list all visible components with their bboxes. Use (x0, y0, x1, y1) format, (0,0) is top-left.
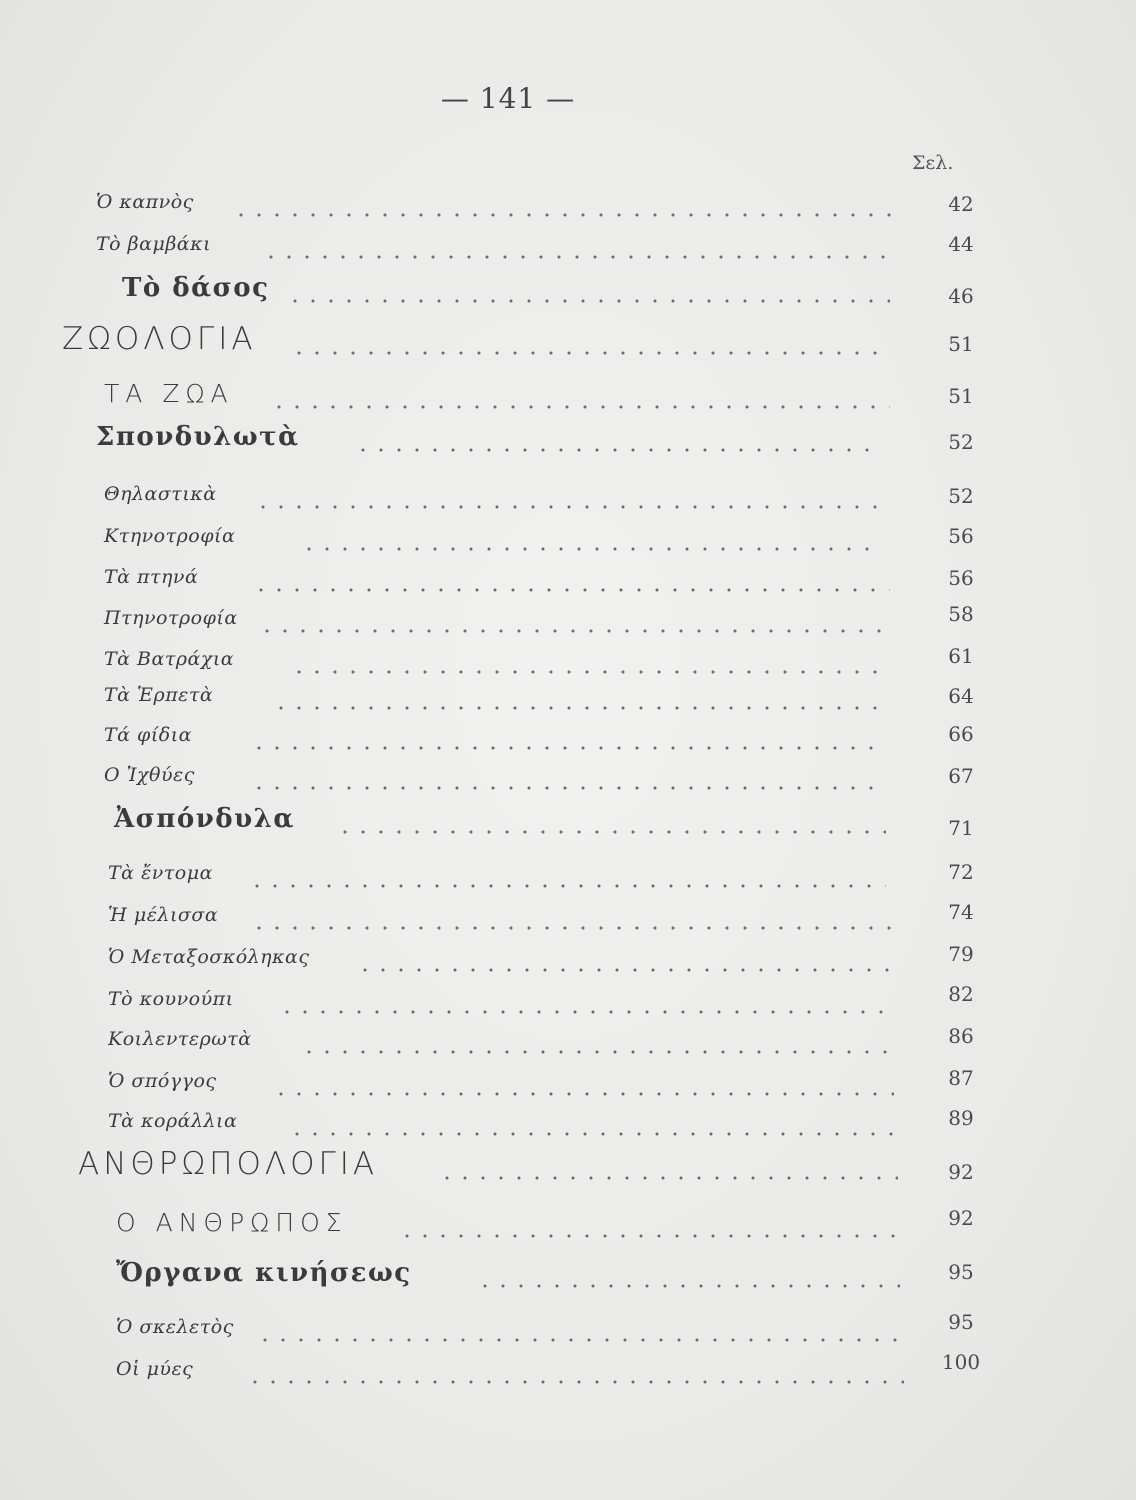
toc-entry-page: 61 (948, 644, 974, 668)
toc-dot-leader (398, 1234, 900, 1238)
toc-entry-title: Ὁ σπόγγος (108, 1070, 217, 1092)
page-number: — 141 — (440, 82, 576, 115)
toc-entry-title: Ὄργανα κινήσεως (116, 1258, 412, 1288)
toc-entry-title: ΑΝΘΡΩΠΟΛΟΓΙΑ (78, 1146, 379, 1182)
toc-entry-page: 92 (948, 1206, 974, 1230)
toc-dot-leader (258, 629, 892, 633)
toc-entry-page: 79 (948, 942, 974, 966)
toc-entry-title: Ο Ἰχθύες (104, 764, 195, 786)
toc-dot-leader (250, 746, 886, 750)
toc-entry-title: Ο ΑΝΘΡΩΠΟΣ (116, 1208, 348, 1237)
toc-entry-title: Τὰ πτηνά (104, 566, 199, 588)
toc-entry-title: Τὰ Ἑρπετὰ (104, 684, 214, 706)
toc-entry-title: Ὁ καπνὸς (96, 191, 194, 213)
toc-entry-title: ΖΩΟΛΟΓΙΑ (62, 321, 257, 357)
toc-entry-title: Ἡ μέλισσα (108, 904, 219, 926)
toc-entry-page: 56 (948, 524, 974, 548)
toc-entry-title: Ἀσπόνδυλα (114, 804, 295, 834)
toc-dot-leader (250, 926, 894, 930)
toc-entry-page: 58 (948, 602, 974, 626)
toc-entry-page: 42 (948, 192, 974, 216)
toc-dot-leader (248, 884, 886, 888)
page-column-header: Σελ. (912, 152, 954, 174)
toc-entry-page: 89 (948, 1106, 974, 1130)
toc-entry-title: Σπονδυλωτὰ (96, 422, 300, 452)
toc-entry-page: 56 (948, 566, 974, 590)
toc-entry-title: ΤΑ ΖΩΑ (104, 379, 234, 408)
toc-dot-leader (476, 1284, 900, 1288)
toc-entry-page: 46 (948, 284, 974, 308)
toc-dot-leader (356, 968, 894, 972)
toc-dot-leader (256, 1338, 902, 1342)
toc-dot-leader (246, 1380, 904, 1384)
toc-entry-title: Ὁ Μεταξοσκόληκας (108, 946, 310, 968)
toc-entry-page: 52 (948, 430, 974, 454)
toc-dot-leader (288, 1132, 894, 1136)
toc-entry-page: 52 (948, 484, 974, 508)
toc-dot-leader (438, 1176, 898, 1180)
toc-dot-leader (272, 706, 890, 710)
toc-dot-leader (252, 588, 890, 592)
toc-dot-leader (278, 1010, 894, 1014)
toc-entry-page: 67 (948, 764, 974, 788)
toc-entry-page: 86 (948, 1024, 974, 1048)
toc-dot-leader (286, 299, 890, 303)
toc-entry-page: 82 (948, 982, 974, 1006)
toc-entry-title: Κοιλεντερωτὰ (108, 1028, 252, 1050)
toc-entry-title: Οἱ μύες (116, 1358, 194, 1380)
toc-dot-leader (290, 351, 890, 355)
toc-entry-page: 71 (948, 816, 974, 840)
toc-dot-leader (272, 1092, 894, 1096)
toc-entry-page: 95 (948, 1260, 974, 1284)
toc-entry-page: 66 (948, 722, 974, 746)
toc-dot-leader (336, 830, 886, 834)
toc-entry-title: Ὁ σκελετὸς (116, 1316, 234, 1338)
toc-entry-page: 95 (948, 1310, 974, 1334)
toc-dot-leader (354, 448, 880, 452)
toc-entry-page: 100 (941, 1350, 981, 1374)
toc-dot-leader (250, 786, 880, 790)
toc-dot-leader (262, 255, 892, 259)
toc-entry-title: Πτηνοτροφία (104, 607, 238, 629)
toc-dot-leader (300, 1050, 894, 1054)
toc-dot-leader (300, 547, 880, 551)
toc-dot-leader (232, 213, 892, 217)
toc-entry-title: Τὸ δάσος (122, 273, 270, 303)
toc-entry-page: 44 (948, 232, 974, 256)
toc-dot-leader (290, 670, 890, 674)
toc-entry-title: Τὰ Βατράχια (104, 648, 235, 670)
toc-entry-page: 51 (948, 332, 974, 356)
toc-entry-title: Τὰ ἔντομα (108, 862, 213, 884)
toc-entry-page: 74 (948, 900, 974, 924)
toc-dot-leader (270, 405, 890, 409)
toc-entry-page: 72 (948, 860, 974, 884)
toc-entry-title: Τά φίδια (104, 724, 193, 746)
toc-dot-leader (254, 505, 890, 509)
toc-entry-page: 92 (948, 1160, 974, 1184)
toc-entry-title: Θηλαστικὰ (104, 483, 217, 505)
toc-entry-title: Τὸ βαμβάκι (96, 233, 212, 255)
toc-entry-title: Τὰ κοράλλια (108, 1110, 238, 1132)
toc-entry-page: 51 (948, 384, 974, 408)
toc-entry-title: Κτηνοτροφία (104, 525, 236, 547)
toc-entry-page: 87 (948, 1066, 974, 1090)
toc-entry-title: Τὸ κουνούπι (108, 988, 234, 1010)
toc-entry-page: 64 (948, 684, 974, 708)
